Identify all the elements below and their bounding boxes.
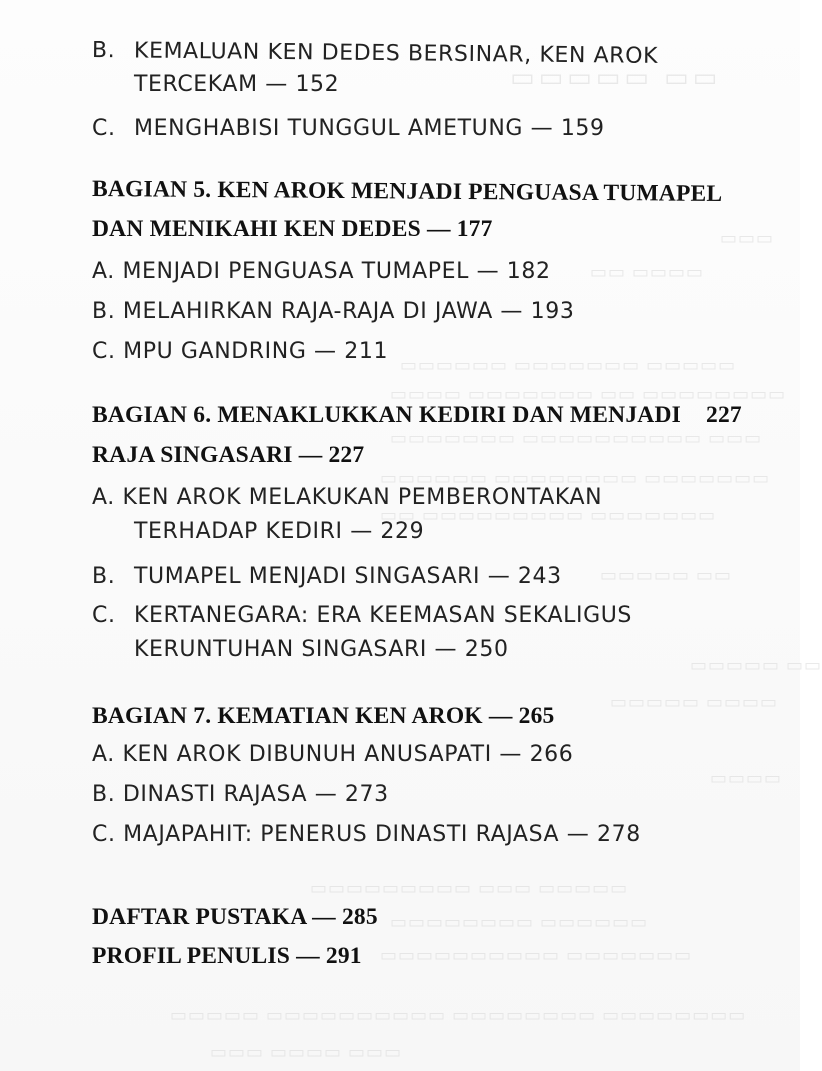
toc-entry-5c: C. MPU GANDRING — 211 [92, 339, 389, 364]
toc-entry-marker: C. [92, 116, 116, 141]
toc-entry-marker: B. [91, 38, 116, 64]
toc-entry-title: KERTANEGARA: ERA KEEMASAN SEKALIGUS [134, 603, 632, 628]
toc-entry-6c-continued: KERUNTUHAN SINGASARI — 250 [134, 637, 509, 662]
toc-part-6-heading-page: 227 [706, 402, 742, 428]
toc-entry-4b-continued [134, 72, 339, 97]
toc-entry-6a: A. KEN AROK MELAKUKAN PEMBERONTAKAN [92, 485, 603, 510]
toc-entry-5b: B. MELAHIRKAN RAJA-RAJA DI JAWA — 193 [92, 299, 575, 324]
toc-entry-title: KEMALUAN KEN DEDES BERSINAR, KEN AROK [133, 38, 659, 69]
toc-entry-4c [92, 116, 605, 141]
toc-entry-marker: B. [92, 564, 116, 589]
toc-entry-6c [92, 603, 632, 628]
toc-part-5-heading-continued: DAN MENIKAHI KEN DEDES — 177 [92, 216, 493, 242]
toc-entry-7b: B. DINASTI RAJASA — 273 [92, 782, 389, 807]
book-page: ▭▭▭▭▭ ▭▭ ▭▭▭ ▭▭ ▭▭▭▭ ▭▭▭▭▭▭ ▭▭▭▭▭▭▭ ▭▭▭▭▭ ▭▭▭▭ ▭▭▭▭▭▭▭ ▭▭ ▭▭▭▭▭▭▭▭ ▭▭▭▭▭▭▭ ▭▭▭▭▭▭▭▭▭▭ ▭▭▭ ▭▭▭▭▭▭ ▭▭▭▭▭▭▭▭ ▭▭▭▭▭▭▭ ▭▭ ▭▭▭▭▭▭▭▭▭ ▭▭▭▭▭▭▭ ▭▭▭▭▭ ▭▭ ▭▭▭▭▭ ▭▭ ▭▭▭▭▭ ▭▭▭▭ ▭▭▭▭ ▭▭▭▭▭▭▭▭▭ ▭▭▭ ▭▭▭▭▭ ▭▭▭▭▭▭▭▭ ▭▭▭▭▭▭ ▭▭▭▭▭▭▭▭▭▭ ▭▭▭▭▭▭▭ ▭▭▭▭▭ ▭▭▭▭▭▭▭▭▭▭ ▭▭▭▭▭▭▭▭ ▭▭▭▭▭▭▭▭ ▭▭▭ ▭▭▭▭ ▭▭▭ B. KEMALUAN KEN DEDES BERSINAR, KEN AROK TERCEKAM — 152 C. MENGHABISI TUNGGUL AMETUNG — 159 BAGIAN 5. KEN AROK MENJADI PENGUASA TUMAPEL DAN MENIKAHI KEN DEDES — 177 A. MENJADI PENGUASA TUMAPEL — 182 B. MELAHIRKAN RAJA-RAJA DI JAWA — 193 C. MPU GANDRING — 211 BAGIAN 6. MENAKLUKKAN KEDIRI DAN MENJADI 227 RAJA SINGASARI — 227 A. KEN AROK MELAKUKAN PEMBERONTAKAN TERHADAP KEDIRI — 229 B. TUMAPEL MENJADI SINGASARI — 243 C. KERTANEGARA: ERA KEEMASAN SEKALIGUS KERUNTUHAN SINGASARI — 250 BAGIAN 7. KEMATIAN KEN AROK — 265 A. KEN AROK DIBUNUH ANUSAPATI — 266 B. DINASTI RAJASA — 273 C. MAJAPAHIT: PENERUS DINASTI RAJASA — 278 DAFTAR PUSTAKA — 285 PROFIL PENULIS — 291 [0, 0, 800, 1071]
toc-entry-5a: A. MENJADI PENGUASA TUMAPEL — 182 [92, 259, 551, 284]
toc-entry-7a: A. KEN AROK DIBUNUH ANUSAPATI — 266 [92, 742, 574, 767]
toc-bibliography: DAFTAR PUSTAKA — 285 [92, 904, 378, 930]
toc-part-5-heading: BAGIAN 5. KEN AROK MENJADI PENGUASA TUMAPEL [91, 176, 723, 207]
toc-part-6-heading: BAGIAN 6. MENAKLUKKAN KEDIRI DAN MENJADI [92, 402, 681, 428]
toc-part-7-heading: BAGIAN 7. KEMATIAN KEN AROK — 265 [92, 703, 555, 729]
toc-entry-marker: C. [92, 603, 116, 628]
toc-entry-title: TUMAPEL MENJADI SINGASARI — 243 [134, 564, 562, 589]
toc-entry-6a-continued: TERHADAP KEDIRI — 229 [134, 519, 425, 544]
toc-entry-6b [92, 564, 562, 589]
toc-author-profile: PROFIL PENULIS — 291 [92, 943, 362, 969]
toc-entry-title: MENGHABISI TUNGGUL AMETUNG — 159 [134, 116, 605, 141]
toc-part-6-heading-continued: RAJA SINGASARI — 227 [92, 442, 365, 468]
toc-entry-title: TERCEKAM — 152 [134, 72, 340, 97]
toc-entry-7c: C. MAJAPAHIT: PENERUS DINASTI RAJASA — 278 [92, 822, 641, 847]
toc-entry-4b [92, 38, 658, 69]
